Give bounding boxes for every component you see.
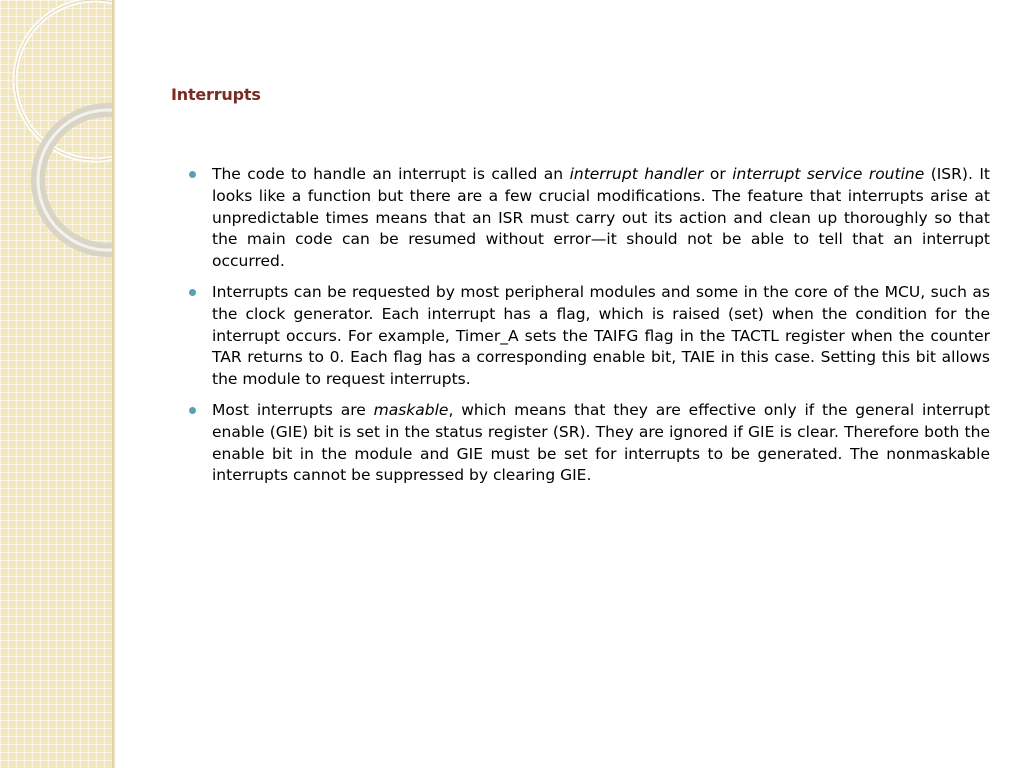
bullet-dot <box>189 289 196 296</box>
bullet-text-segment: Most interrupts are <box>212 400 374 419</box>
bullet-dot-icon <box>188 170 197 179</box>
bullet-dot-icon <box>188 406 197 415</box>
decorative-rings <box>0 0 112 768</box>
decorative-ring-small <box>38 110 112 250</box>
bullet-text-italic: interrupt handler <box>569 165 704 183</box>
decorative-ring-large <box>15 0 112 160</box>
bullet-dot <box>189 407 196 414</box>
bullet-list <box>188 164 990 496</box>
bullet-text <box>212 401 990 484</box>
slide-title: Interrupts <box>171 85 261 104</box>
bullet-dot <box>189 171 196 178</box>
bullet-item <box>188 400 990 487</box>
bullet-item <box>188 164 990 273</box>
bullet-text-italic: maskable <box>373 400 449 419</box>
bullet-text-segment: , which means that they are effective only if the general interrupt enable (GIE) bit is set in the status register (SR). They are ignored if GIE is clear. Therefore both the enable bit in the module and GIE must be set for interrupts to be generated. The nonmaskable interrupts cannot be suppressed by clearing GIE. <box>212 400 991 485</box>
bullet-text-segment: Interrupts can be requested by most peripheral modules and some in the core of the MCU, such as the clock generator. Each interrupt has a flag, which is raised (set) when the condition for the interrupt occurs. For example, Timer_A sets the TAIFG flag in the TACTL register when the counter TAR returns to 0. Each flag has a corresponding enable bit, TAIE in this case. Setting this bit allows the module to request interrupts. <box>212 282 990 389</box>
bullet-text-segment: The code to handle an interrupt is called an <box>212 165 570 183</box>
side-panel-edge <box>112 0 115 768</box>
decorative-ring-large-outline <box>15 0 112 160</box>
bullet-text-segment: (ISR). It looks like a function but there are a few crucial modifications. The feature that interrupts arise at unpredictable times means that an ISR must carry out its action and clean up thoroughly so that the main code can be resumed without error—it should not be able to tell that an interrupt occurred. <box>212 165 990 271</box>
bullet-text <box>212 165 990 270</box>
bullet-dot-icon <box>188 288 197 297</box>
bullet-item <box>188 282 990 391</box>
bullet-text-italic: interrupt service routine <box>732 165 925 183</box>
bullet-text <box>212 283 990 388</box>
bullet-text-segment: or <box>703 165 733 183</box>
decorative-side-panel <box>0 0 112 768</box>
